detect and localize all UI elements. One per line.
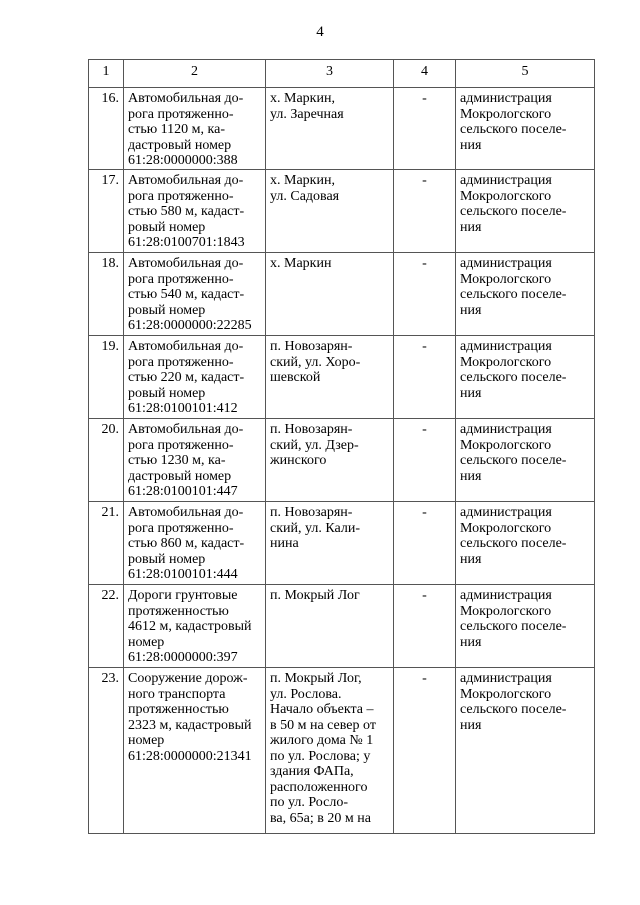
object-name: Автомобильная до- рога протяженно- стью 860 м, кадаст- ровый номер 61:28:0100101:444 <box>124 502 266 585</box>
owner: администрация Мокрологского сельского поселе- ния <box>456 668 595 834</box>
row-number: 20. <box>89 419 124 502</box>
column-4-value: - <box>394 88 456 170</box>
page-number: 4 <box>316 24 324 40</box>
header-cell: 1 <box>89 60 124 88</box>
table-row <box>89 170 595 253</box>
column-4-value: - <box>394 253 456 336</box>
object-location: п. Новозарян- ский, ул. Кали- нина <box>266 502 394 585</box>
table-row <box>89 88 595 170</box>
row-number: 18. <box>89 253 124 336</box>
owner: администрация Мокрологского сельского поселе- ния <box>456 170 595 253</box>
row-number: 16. <box>89 88 124 170</box>
column-4-value: - <box>394 170 456 253</box>
column-4-value: - <box>394 502 456 585</box>
column-4-value: - <box>394 419 456 502</box>
object-location: п. Новозарян- ский, ул. Хоро- шевской <box>266 336 394 419</box>
row-number: 17. <box>89 170 124 253</box>
object-location: п. Мокрый Лог <box>266 585 394 668</box>
owner: администрация Мокрологского сельского поселе- ния <box>456 88 595 170</box>
object-name: Автомобильная до- рога протяженно- стью 1120 м, ка- дастровый номер 61:28:0000000:388 <box>124 88 266 170</box>
object-name: Автомобильная до- рога протяженно- стью 1230 м, ка- дастровый номер 61:28:0100101:447 <box>124 419 266 502</box>
object-name: Сооружение дорож- ного транспорта протяженностью 2323 м, кадастровый номер 61:28:0000000:21341 <box>124 668 266 834</box>
header-cell: 4 <box>394 60 456 88</box>
header-cell: 3 <box>266 60 394 88</box>
table-row <box>89 668 595 834</box>
table-row <box>89 419 595 502</box>
object-location: п. Новозарян- ский, ул. Дзер- жинского <box>266 419 394 502</box>
table-row <box>89 585 595 668</box>
header-row <box>89 60 595 88</box>
owner: администрация Мокрологского сельского поселе- ния <box>456 502 595 585</box>
object-location: х. Маркин <box>266 253 394 336</box>
column-4-value: - <box>394 336 456 419</box>
column-4-value: - <box>394 585 456 668</box>
row-number: 22. <box>89 585 124 668</box>
object-location: х. Маркин, ул. Садовая <box>266 170 394 253</box>
owner: администрация Мокрологского сельского поселе- ния <box>456 585 595 668</box>
table-row <box>89 253 595 336</box>
object-location: п. Мокрый Лог, ул. Рослова. Начало объекта – в 50 м на север от жилого дома № 1 по ул. Рослова; у здания ФАПа, расположенного по ул. Росло- ва, 65а; в 20 м на <box>266 668 394 834</box>
owner: администрация Мокрологского сельского поселе- ния <box>456 336 595 419</box>
row-number: 21. <box>89 502 124 585</box>
table-row <box>89 502 595 585</box>
owner: администрация Мокрологского сельского поселе- ния <box>456 419 595 502</box>
object-name: Автомобильная до- рога протяженно- стью 580 м, кадаст- ровый номер 61:28:0100701:1843 <box>124 170 266 253</box>
object-location: х. Маркин, ул. Заречная <box>266 88 394 170</box>
header-cell: 2 <box>124 60 266 88</box>
object-name: Автомобильная до- рога протяженно- стью 220 м, кадаст- ровый номер 61:28:0100101:412 <box>124 336 266 419</box>
property-table <box>88 59 595 834</box>
object-name: Автомобильная до- рога протяженно- стью 540 м, кадаст- ровый номер 61:28:0000000:22285 <box>124 253 266 336</box>
owner: администрация Мокрологского сельского поселе- ния <box>456 253 595 336</box>
column-4-value: - <box>394 668 456 834</box>
row-number: 19. <box>89 336 124 419</box>
table-row <box>89 336 595 419</box>
header-cell: 5 <box>456 60 595 88</box>
object-name: Дороги грунтовые протяженностью 4612 м, кадастровый номер 61:28:0000000:397 <box>124 585 266 668</box>
row-number: 23. <box>89 668 124 834</box>
